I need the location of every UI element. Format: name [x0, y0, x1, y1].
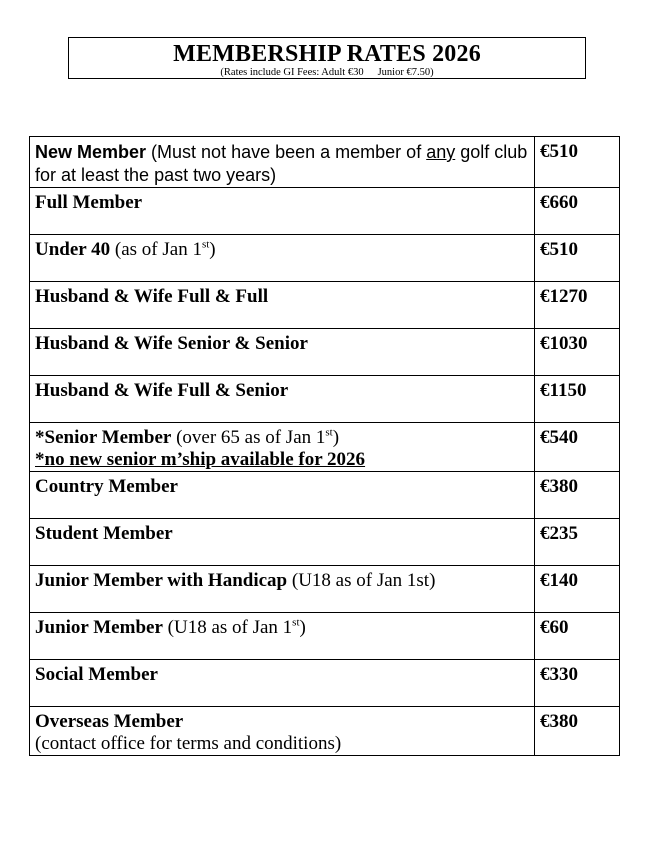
row-note: (contact office for terms and conditions) [35, 733, 342, 754]
table-row-husband-wife-full-senior [30, 376, 620, 423]
row-price: €660 [535, 188, 620, 235]
row-description [30, 707, 535, 756]
row-name: Overseas Member [35, 711, 184, 732]
table-row-new-member [30, 137, 620, 188]
subtitle-junior-fee: Junior €7.50) [377, 67, 434, 78]
table-row-under-40 [30, 235, 620, 282]
row-price: €540 [535, 423, 620, 472]
senior-availability-warning: *no new senior m’ship available for 2026 [35, 449, 366, 470]
row-description [30, 613, 535, 660]
row-description [30, 235, 535, 282]
row-name: Student Member [35, 523, 173, 544]
rates-table [29, 136, 620, 756]
row-note-sup: st [201, 238, 210, 251]
row-price: €510 [535, 137, 620, 188]
row-description [30, 660, 535, 707]
table-row-husband-wife-full-full [30, 282, 620, 329]
row-price: €510 [535, 235, 620, 282]
row-name: Full Member [35, 192, 143, 213]
row-note: (U18 as of Jan 1st) [287, 570, 436, 591]
row-price: €140 [535, 566, 620, 613]
row-price: €380 [535, 707, 620, 756]
row-price: €60 [535, 613, 620, 660]
table-row-overseas-member [30, 707, 620, 756]
row-note-end: golf club for at least the past two years) [35, 142, 528, 185]
row-name: *Senior Member [35, 427, 172, 448]
row-name: Junior Member [35, 617, 163, 638]
row-description [30, 282, 535, 329]
page-title: MEMBERSHIP RATES 2026 [173, 41, 481, 67]
row-name: Under 40 [35, 239, 111, 260]
row-price: €1030 [535, 329, 620, 376]
table-row-student-member [30, 519, 620, 566]
row-note-end: ) [332, 427, 340, 448]
row-price: €1270 [535, 282, 620, 329]
table-row-social-member [30, 660, 620, 707]
row-name: Husband & Wife Full & Senior [35, 380, 289, 401]
row-note-emphasis: any [426, 142, 456, 162]
row-name: Junior Member with Handicap [35, 570, 288, 591]
row-name: Husband & Wife Full & Full [35, 286, 269, 307]
row-note: (as of Jan 1 [110, 239, 202, 260]
row-price: €330 [535, 660, 620, 707]
row-note-end: ) [209, 239, 216, 260]
row-note: (over 65 as of Jan 1 [171, 427, 326, 448]
row-name: Husband & Wife Senior & Senior [35, 333, 308, 354]
table-row-full-member [30, 188, 620, 235]
row-description [30, 519, 535, 566]
table-row-husband-wife-senior-senior [30, 329, 620, 376]
row-note-sup: st [325, 426, 333, 439]
row-note: (Must not have been a member of [146, 142, 427, 162]
row-price: €380 [535, 472, 620, 519]
table-row-country-member [30, 472, 620, 519]
table-row-junior-member [30, 613, 620, 660]
row-description [30, 137, 535, 188]
row-description [30, 472, 535, 519]
row-price: €1150 [535, 376, 620, 423]
subtitle-adult-fee: (Rates include GI Fees: Adult €30 [220, 67, 364, 78]
row-description [30, 423, 535, 472]
row-name: Country Member [35, 476, 178, 497]
row-name: Social Member [35, 664, 158, 685]
table-row-senior-member [30, 423, 620, 472]
row-description [30, 329, 535, 376]
header-box [68, 37, 586, 79]
row-name: New Member [35, 142, 147, 162]
page-subtitle [69, 67, 585, 79]
row-note-end: ) [299, 617, 306, 638]
row-description [30, 566, 535, 613]
row-description [30, 376, 535, 423]
row-note: (U18 as of Jan 1 [162, 617, 293, 638]
row-price: €235 [535, 519, 620, 566]
table-row-junior-handicap [30, 566, 620, 613]
row-note-sup: st [292, 616, 300, 629]
row-description [30, 188, 535, 235]
